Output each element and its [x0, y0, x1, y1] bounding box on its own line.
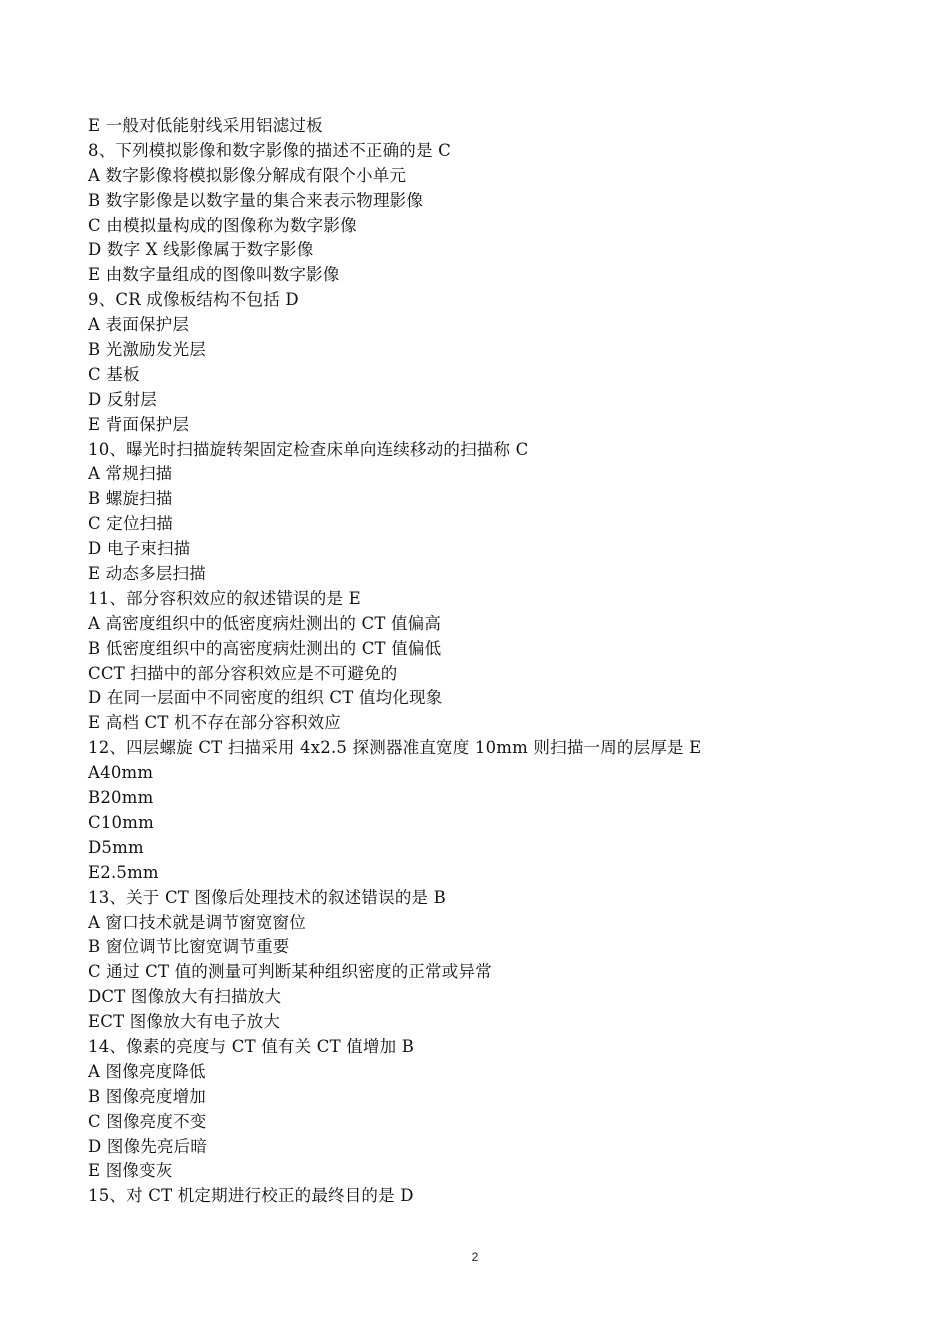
text-line: A 常规扫描	[88, 464, 173, 484]
text-line: E 背面保护层	[88, 414, 190, 434]
text-line: B 螺旋扫描	[88, 489, 173, 509]
text-line: E 动态多层扫描	[88, 564, 206, 584]
text-line: 9、CR 成像板结构不包括 D	[88, 290, 299, 310]
text-line: D 反射层	[88, 389, 157, 409]
text-line: E 图像变灰	[88, 1161, 173, 1181]
text-line: D 数字 X 线影像属于数字影像	[88, 240, 314, 260]
text-line: C 通过 CT 值的测量可判断某种组织密度的正常或异常	[88, 962, 492, 982]
text-line: ECT 图像放大有电子放大	[88, 1012, 281, 1032]
text-line: D 电子束扫描	[88, 539, 191, 559]
text-line: D 在同一层面中不同密度的组织 CT 值均化现象	[88, 688, 443, 708]
text-line: A40mm	[88, 763, 154, 783]
text-line: A 数字影像将模拟影像分解成有限个小单元	[88, 165, 407, 185]
text-line: B 光激励发光层	[88, 340, 206, 360]
text-line: C 图像亮度不变	[88, 1111, 207, 1131]
text-line: CCT 扫描中的部分容积效应是不可避免的	[88, 663, 398, 683]
text-line: DCT 图像放大有扫描放大	[88, 987, 282, 1007]
text-line: C 定位扫描	[88, 514, 174, 534]
page-number: 2	[471, 1250, 479, 1264]
text-line: 11、部分容积效应的叙述错误的是 E	[88, 588, 361, 608]
text-line: D5mm	[88, 837, 144, 857]
text-line: A 高密度组织中的低密度病灶测出的 CT 值偏高	[88, 613, 442, 633]
text-line: C10mm	[88, 812, 154, 832]
text-line: D 图像先亮后暗	[88, 1136, 208, 1156]
text-line: 13、关于 CT 图像后处理技术的叙述错误的是 B	[88, 887, 446, 907]
text-line: 8、下列模拟影像和数字影像的描述不正确的是 C	[88, 140, 451, 160]
text-line: B 数字影像是以数字量的集合来表示物理影像	[88, 190, 424, 210]
text-line: 12、四层螺旋 CT 扫描采用 4x2.5 探测器准直宽度 10mm 则扫描一周的层厚是 E	[88, 738, 702, 758]
text-line: C 基板	[88, 364, 140, 384]
text-line: C 由模拟量构成的图像称为数字影像	[88, 215, 357, 235]
text-line: E 高档 CT 机不存在部分容积效应	[88, 713, 342, 733]
text-line: A 表面保护层	[88, 315, 190, 335]
document-body	[88, 114, 868, 1209]
text-line: E 一般对低能射线采用铝滤过板	[88, 116, 323, 135]
text-line: E 由数字量组成的图像叫数字影像	[88, 265, 340, 285]
text-line: A 图像亮度降低	[88, 1061, 206, 1081]
text-line: B 低密度组织中的高密度病灶测出的 CT 值偏低	[88, 638, 442, 658]
text-line: 15、对 CT 机定期进行校正的最终目的是 D	[88, 1186, 414, 1206]
text-line: B20mm	[88, 788, 154, 808]
text-line: 10、曝光时扫描旋转架固定检查床单向连续移动的扫描称 C	[88, 439, 529, 459]
text-line: E2.5mm	[88, 862, 159, 882]
text-line: B 窗位调节比窗宽调节重要	[88, 937, 290, 957]
text-line: B 图像亮度增加	[88, 1086, 206, 1106]
text-line: 14、像素的亮度与 CT 值有关 CT 值增加 B	[88, 1036, 415, 1056]
text-line: A 窗口技术就是调节窗宽窗位	[88, 912, 306, 932]
